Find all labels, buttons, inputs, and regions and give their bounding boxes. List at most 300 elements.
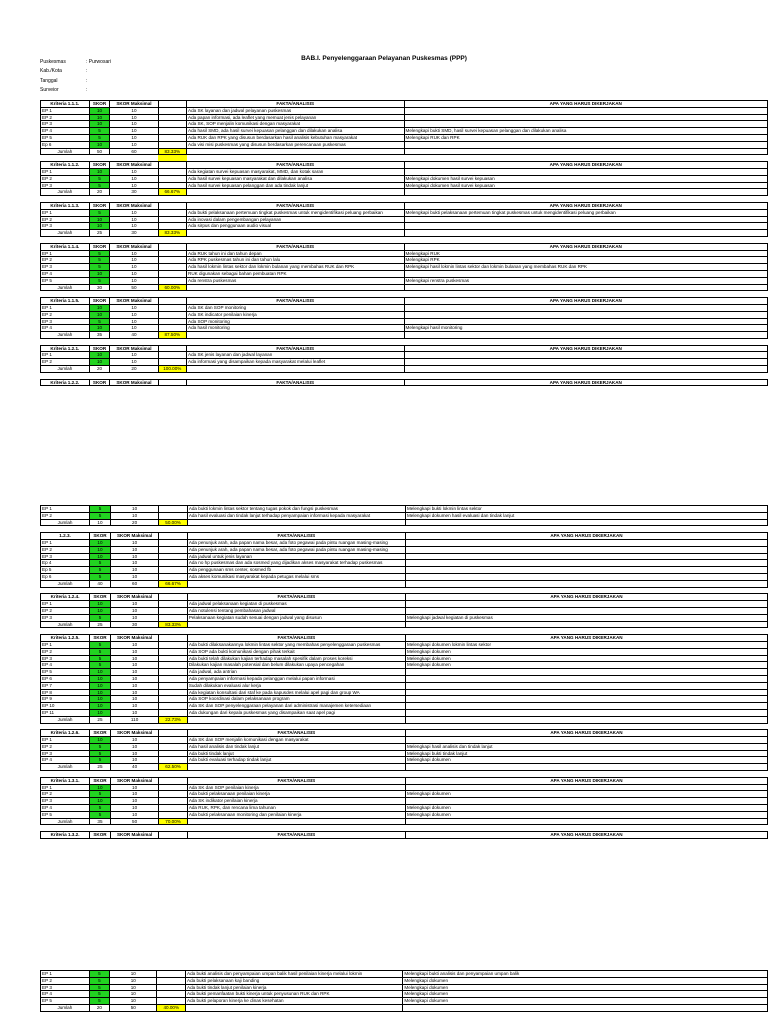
skor-header: SKOR [90,832,111,839]
apa-text: Melengkapi dokumen [405,757,767,764]
table-row [41,250,768,257]
skor-max-value: 10 [110,689,158,696]
table-row [41,682,768,689]
fakta-text: Ada bukti pelaksanaan penilaian kinerja [187,791,405,798]
skor-value: 10 [90,709,111,716]
fakta-text: Ada hasil SMD, ada hasil survei kepuasan pelanggan dan dilakukan analisa [187,128,404,135]
empty-cell [158,291,186,298]
skor-value: 10 [90,607,111,614]
skor-value: 10 [89,270,110,277]
apa-text [404,318,768,325]
skor-value: 5 [90,743,111,750]
apa-text [405,567,767,574]
kriteria-header-row [41,832,768,839]
fakta-text: Ada inovasi dalam pengembangan pelayanan [187,216,404,223]
sum-label: Jumlah [41,1004,90,1011]
empty-cell [159,805,187,812]
empty-cell [159,669,187,676]
empty-cell [159,689,187,696]
skor-max-header: SKOR Maksimal [110,635,158,642]
sum-max: 40 [110,332,158,339]
sum-percentage: 70.00% [159,818,187,825]
fakta-text: Ada notulensi tentang pembahasan jadwal [187,607,405,614]
skor-max-value: 10 [110,546,158,553]
apa-text: Melengkapi dokumen hasil survei kepuasan [404,182,768,189]
apa-header: APA YANG HARUS DIKERJAKAN [404,202,768,209]
sum-row [41,580,768,587]
apa-text [405,703,767,710]
fakta-text: Ada kegiatan survei kepuasan masyarakat, MMD, dan kotak saran [187,168,404,175]
empty-cell [159,709,187,716]
sum-max: 30 [110,621,158,628]
skor-value: 5 [90,567,111,574]
skor-max-header: SKOR Maksimal [110,379,158,386]
kriteria-label: Kriteria 1.2.1. [41,345,90,352]
skor-max-value: 10 [110,757,158,764]
fakta-text: Ada visi misi puskesmas yang disusun berdasarkan perencanaan puskesmas [187,141,404,148]
ep-label: EP 3 [41,798,90,805]
kriteria-header-row [41,298,768,305]
fakta-text: Ada hasil evaluasi dan tindak lanjut terhadap penyampaian informasi kepada masyarakat [187,512,405,519]
table-row [41,641,768,648]
table-row [41,607,768,614]
skor-value: 10 [89,168,110,175]
skor-value: 5 [90,512,111,519]
apa-text [405,560,767,567]
ep-label: EP 3 [41,984,90,991]
empty-header [159,832,187,839]
apa-text: Melengkapi hasil lokmin lintas sektor dan lokmin bulanan yang membahas RUK dan RPK [404,264,768,271]
empty-cell [159,791,187,798]
fakta-header: FAKTA/ANALISIS [187,162,404,169]
skor-max-value: 10 [110,304,158,311]
table-row [41,805,768,812]
fakta-text: Ada bukti pelaksanaan monitoring dan penilaian kinerja [187,811,405,818]
ep-label: EP 7 [41,682,90,689]
apa-text [405,798,767,805]
apa-header: APA YANG HARUS DIKERJAKAN [404,345,768,352]
kriteria-label: Kriteria 1.1.5. [41,298,90,305]
skor-value: 5 [89,134,110,141]
apa-header: APA YANG HARUS DIKERJAKAN [404,243,768,250]
ep-label: EP 11 [41,709,90,716]
apa-header: APA YANG HARUS DIKERJAKAN [405,777,767,784]
kriteria-header-row [41,162,768,169]
fakta-header: FAKTA/ANALISIS [187,730,405,737]
empty-cell [159,798,187,805]
fakta-header: FAKTA/ANALISIS [187,635,405,642]
fakta-text: Ada hasil monitoring [187,325,404,332]
empty-cell [89,155,110,162]
skor-value: 10 [90,784,111,791]
skor-max-header: SKOR Maksimal [110,777,158,784]
sum-percentage: 83.33% [158,148,186,155]
ep-label: Ep 4 [41,560,90,567]
empty-cell [186,1004,403,1011]
sum-row [41,148,768,155]
apa-text: Melengkapi bukti lokmin lintas sektor [405,506,767,513]
skor-max-header: SKOR Maksimal [110,298,158,305]
skor-value: 5 [90,573,111,580]
kriteria-header-row [41,533,768,540]
empty-cell [404,338,768,345]
table-row [41,128,768,135]
table-row [41,811,768,818]
empty-cell [110,372,158,379]
empty-cell [157,977,186,984]
ep-label: EP 5 [41,277,90,284]
empty-cell [187,372,404,379]
page-2-table [40,505,768,839]
apa-text [404,121,768,128]
empty-cell [187,526,405,533]
fakta-text: Ada SOP monitoring [187,318,404,325]
skor-value: 10 [90,696,111,703]
empty-cell [41,196,90,203]
apa-text [404,270,768,277]
ep-label: EP 2 [41,114,90,121]
table-row [41,304,768,311]
sum-percentage: 40.00% [157,1004,186,1011]
apa-text [405,546,767,553]
spacer-row [41,825,768,832]
fakta-header: FAKTA/ANALISIS [187,777,405,784]
empty-cell [187,366,404,373]
apa-text [404,352,768,359]
table-row [41,689,768,696]
ep-label: EP 2 [41,257,90,264]
skor-max-value: 10 [110,168,158,175]
kriteria-header-row [41,379,768,386]
empty-cell [159,696,187,703]
table-row [41,318,768,325]
apa-text [405,669,767,676]
apa-text: Melengkapi dokumen [405,811,767,818]
sum-max: 50 [110,1004,157,1011]
apa-text [405,689,767,696]
skor-max-value: 10 [110,121,158,128]
fakta-text: Ada bukti telah dilakukan kajian terhadap masalah spesifik dalam proses koreksi [187,655,405,662]
apa-header: APA YANG HARUS DIKERJAKAN [405,533,767,540]
apa-text [404,216,768,223]
table-row [41,614,768,621]
empty-cell [158,236,186,243]
fakta-text: Ada hasil analisis dan tindak lanjut [187,743,405,750]
empty-cell [159,784,187,791]
empty-cell [403,1004,768,1011]
kriteria-header-row [41,202,768,209]
table-row [41,257,768,264]
skor-value: 10 [90,553,111,560]
empty-cell [159,723,187,730]
skor-value: 5 [90,757,111,764]
apa-text [404,168,768,175]
skor-value: 5 [89,128,110,135]
fakta-text: Ada bukti pelaporan kinerja ke dinas kesehatan [186,998,403,1005]
empty-cell [187,825,405,832]
skor-header: SKOR [89,101,110,108]
apa-text [404,304,768,311]
fakta-header: FAKTA/ANALISIS [187,243,404,250]
empty-cell [110,587,158,594]
empty-cell [405,587,767,594]
table-row [41,675,768,682]
kriteria-label: 1.2.3. [41,533,90,540]
empty-cell [157,984,186,991]
skor-max-value: 10 [110,703,158,710]
sum-percentage: 100.00% [158,366,186,373]
sum-label: Jumlah [41,716,90,723]
empty-cell [187,332,404,339]
table-row [41,757,768,764]
fakta-header: FAKTA/ANALISIS [187,533,405,540]
kriteria-label: Kriteria 1.1.2. [41,162,90,169]
skor-max-value: 10 [110,216,158,223]
empty-cell [187,236,404,243]
fakta-text: Ada jadwal pelaksanaan kegiatan di puskesmas [187,601,405,608]
apa-text [405,573,767,580]
ep-label: EP 4 [41,325,90,332]
skor-max-value: 10 [110,114,158,121]
table-row [41,750,768,757]
page-1-table [40,100,768,386]
empty-cell [405,628,767,635]
skor-max-value: 10 [110,567,158,574]
sum-skor: 25 [90,764,111,771]
table-row [41,709,768,716]
empty-cell [158,359,186,366]
apa-header: APA YANG HARUS DIKERJAKAN [404,162,768,169]
fakta-text: Ada SK jenis layanan dan jadwal layanan [187,352,404,359]
ep-label: EP 3 [41,182,90,189]
empty-cell [159,567,187,574]
sum-row [41,284,768,291]
skor-max-value: 10 [110,971,157,978]
skor-max-value: 10 [110,984,157,991]
empty-cell [158,304,186,311]
sum-percentage: 62.50% [159,764,187,771]
apa-text [405,709,767,716]
sum-percentage: 60.00% [158,284,186,291]
empty-cell [404,230,768,237]
ep-label: Ep 6 [41,141,90,148]
apa-text: Melengkapi dokumen [403,998,768,1005]
empty-cell [158,155,186,162]
fakta-text: Ada bukti pemanfaatan bukti kinerja untuk penyusunan RUK dan RPK [186,991,403,998]
skor-max-value: 10 [110,614,158,621]
apa-text [404,311,768,318]
kriteria-header-row [41,101,768,108]
spacer-row [41,291,768,298]
empty-cell [187,338,404,345]
table-row [41,325,768,332]
skor-value: 10 [90,601,111,608]
spacer-row [41,526,768,533]
sum-skor: 25 [90,716,111,723]
fakta-text: Ada RUK tahun ini dan tahun depan [187,250,404,257]
fakta-text: Ada SK dan SOP penilaian kinerja [187,784,405,791]
fakta-text: Ada penunjuk arah, ada papan nama besar, ada foto pegawai pada pintu ruangan masing-masing [187,546,405,553]
skor-value: 5 [90,560,111,567]
empty-cell [89,338,110,345]
empty-cell [41,825,90,832]
skor-max-value: 10 [110,784,158,791]
sum-skor: 35 [90,818,111,825]
skor-header: SKOR [90,594,111,601]
skor-max-value: 10 [110,798,158,805]
sum-label: Jumlah [41,580,90,587]
skor-max-header: SKOR Maksimal [110,533,158,540]
table-row [41,512,768,519]
empty-cell [159,573,187,580]
skor-max-header: SKOR Maksimal [110,594,158,601]
page-3-table [40,970,768,1012]
fakta-text: Ada bukti tindak lanjut [187,750,405,757]
empty-header [158,101,186,108]
kriteria-header-row [41,243,768,250]
fakta-text: Ada SK layanan dan jadwal pelayanan puskesmas [187,107,404,114]
skor-value: 10 [89,352,110,359]
empty-cell [187,818,405,825]
skor-max-value: 10 [110,270,158,277]
apa-text: Melengkapi RPK [404,257,768,264]
assessment-table [40,100,768,386]
ep-label: EP 3 [41,264,90,271]
empty-cell [158,182,186,189]
skor-max-header: SKOR Maksimal [110,101,158,108]
skor-header: SKOR [89,243,110,250]
apa-text: Melengkapi bukti pelaksanaan pertemuan tingkat puskesmas untuk mengidentifikasi peluang perbaikan [404,209,768,216]
ep-label: EP 2 [41,175,90,182]
apa-header: APA YANG HARUS DIKERJAKAN [404,101,768,108]
empty-cell [187,764,405,771]
fakta-text: Ada bukti pelaksanaan pertemuan tingkat puskesmas untuk mengidentifikasi peluang perbaikan [187,209,404,216]
table-row [41,737,768,744]
empty-header [158,379,186,386]
ep-label: EP 3 [41,655,90,662]
empty-cell [158,196,186,203]
empty-cell [110,155,158,162]
empty-cell [158,134,186,141]
skor-max-value: 10 [110,805,158,812]
fakta-text: Ada sirpus dan penggunaan audio visual [187,223,404,230]
empty-cell [110,338,158,345]
sum-skor: 20 [89,366,110,373]
apa-text [404,107,768,114]
empty-cell [159,526,187,533]
table-row [41,264,768,271]
skor-value: 10 [89,216,110,223]
ep-label: EP 3 [41,121,90,128]
skor-value: 5 [90,662,111,669]
info-row-puskesmas: Puskesmas : Purwosari [40,59,112,65]
skor-value: 5 [89,977,109,984]
skor-value: 10 [90,682,111,689]
skor-max-value: 10 [110,791,158,798]
skor-value: 5 [89,257,110,264]
skor-value: 10 [89,141,110,148]
skor-value: 10 [90,675,111,682]
kriteria-label: Kriteria 1.2.5. [41,635,90,642]
skor-value: 5 [89,250,110,257]
empty-cell [158,311,186,318]
fakta-header: FAKTA/ANALISIS [187,101,404,108]
empty-cell [158,114,186,121]
apa-text [404,141,768,148]
empty-cell [158,107,186,114]
table-row [41,648,768,655]
empty-cell [159,506,187,513]
ep-label: EP 1 [41,737,90,744]
skor-value: 5 [89,318,110,325]
fakta-text: Ada SK dan SOP penyelenggaraan pelayanan dari administrasi manajemen ketersediaan [187,703,405,710]
empty-header [159,635,187,642]
empty-cell [89,291,110,298]
fakta-text: Ada bukti tindak lanjut penilaian kinerja [186,984,403,991]
kriteria-label: Kriteria 1.1.3. [41,202,90,209]
info-row-tanggal: Tanggal : [40,77,88,84]
empty-cell [159,682,187,689]
empty-cell [41,236,90,243]
skor-header: SKOR [89,345,110,352]
apa-header: APA YANG HARUS DIKERJAKAN [405,594,767,601]
skor-value: 5 [90,655,111,662]
ep-label: EP 3 [41,614,90,621]
sum-label: Jumlah [41,189,90,196]
sum-label: Jumlah [41,764,90,771]
table-row [41,984,768,991]
empty-header [159,594,187,601]
table-row [41,669,768,676]
table-row [41,553,768,560]
empty-cell [159,607,187,614]
fakta-text: Ada SK dan SOP menjalin komunikasi dengan masyarakat [187,737,405,744]
empty-cell [404,372,768,379]
sum-percentage: 22.73% [159,716,187,723]
empty-cell [90,723,111,730]
spacer-row [41,236,768,243]
fakta-text: Ada renstra puskesmas [187,277,404,284]
sum-label: Jumlah [41,148,90,155]
empty-cell [158,128,186,135]
kriteria-label: Kriteria 1.2.4. [41,594,90,601]
sum-skor: 25 [90,621,111,628]
table-row [41,270,768,277]
ep-label: EP 10 [41,703,90,710]
empty-cell [159,743,187,750]
skor-max-value: 10 [110,662,158,669]
skor-header: SKOR [89,298,110,305]
empty-cell [187,196,404,203]
skor-max-header: SKOR Maksimal [110,345,158,352]
empty-cell [158,325,186,332]
fakta-text: Ada RPK puskesmas tahun ini dan tahun lalu [187,257,404,264]
empty-cell [404,284,768,291]
table-row [41,546,768,553]
empty-cell [158,352,186,359]
empty-cell [159,601,187,608]
empty-cell [158,175,186,182]
skor-header: SKOR [89,202,110,209]
fakta-text: Ada bukti evaluasi terhadap tindak lanjut [187,757,405,764]
spacer-row [41,372,768,379]
apa-text: Melengkapi dokumen [405,791,767,798]
sum-label: Jumlah [41,818,90,825]
skor-value: 5 [90,811,111,818]
ep-label: EP 2 [41,512,90,519]
sum-percentage: 87.50% [158,332,186,339]
sum-skor: 35 [89,332,110,339]
